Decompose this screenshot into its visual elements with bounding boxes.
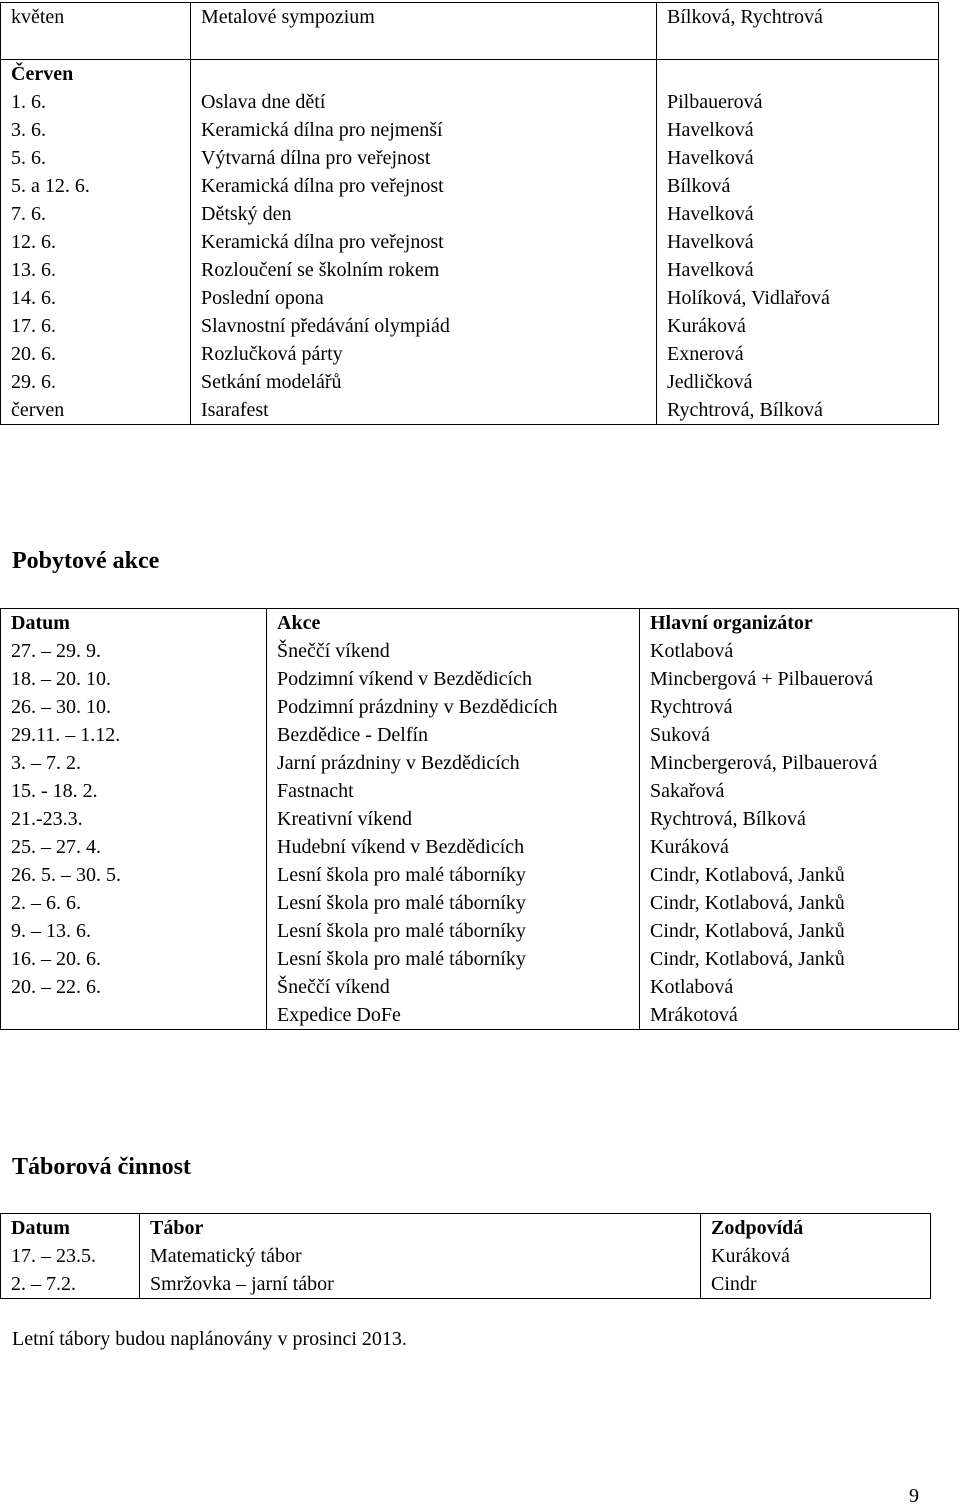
residential-events-table <box>0 608 959 1030</box>
table-row <box>1 1270 931 1299</box>
organizer-cell: Jedličková <box>657 368 939 396</box>
table-row <box>1 1001 959 1030</box>
date-cell: 5. a 12. 6. <box>1 172 191 200</box>
section-heading-residential: Pobytové akce <box>12 548 160 574</box>
table-row <box>1 3 939 32</box>
responsible-cell: Cindr <box>701 1270 931 1299</box>
event-cell: Keramická dílna pro veřejnost <box>191 172 657 200</box>
date-cell: 29. 6. <box>1 368 191 396</box>
event-cell: Metalové sympozium <box>191 3 657 32</box>
organizer-cell: Kuráková <box>657 312 939 340</box>
month-label: Červen <box>1 60 191 89</box>
table-row <box>1 833 959 861</box>
event-cell: Hudební víkend v Bezdědicích <box>267 833 640 861</box>
event-cell: Lesní škola pro malé táborníky <box>267 917 640 945</box>
organizer-cell: Rychtrová, Bílková <box>657 396 939 425</box>
table-row <box>1 368 939 396</box>
header-event: Akce <box>267 609 640 638</box>
event-cell: Expedice DoFe <box>267 1001 640 1030</box>
table-row <box>1 861 959 889</box>
table-row <box>1 665 959 693</box>
table-row <box>1 200 939 228</box>
table-row <box>1 721 959 749</box>
organizer-cell: Holíková, Vidlařová <box>657 284 939 312</box>
organizer-cell: Kotlabová <box>640 637 959 665</box>
header-camp: Tábor <box>140 1214 701 1243</box>
organizer-cell: Kuráková <box>640 833 959 861</box>
organizer-cell: Havelková <box>657 144 939 172</box>
date-cell: 14. 6. <box>1 284 191 312</box>
table-row <box>1 777 959 805</box>
organizer-cell: Havelková <box>657 200 939 228</box>
event-cell: Šneččí víkend <box>267 973 640 1001</box>
camp-cell: Matematický tábor <box>140 1242 701 1270</box>
table-row <box>1 228 939 256</box>
summer-camps-note: Letní tábory budou naplánovány v prosinci 2013. <box>12 1328 407 1350</box>
table-row <box>1 749 959 777</box>
date-cell: 16. – 20. 6. <box>1 945 267 973</box>
organizer-cell: Bílková <box>657 172 939 200</box>
organizer-cell: Cindr, Kotlabová, Janků <box>640 917 959 945</box>
event-cell: Podzimní víkend v Bezdědicích <box>267 665 640 693</box>
table-row <box>1 88 939 116</box>
header-date: Datum <box>1 609 267 638</box>
organizer-cell: Havelková <box>657 228 939 256</box>
table-row <box>1 312 939 340</box>
event-cell: Oslava dne dětí <box>191 88 657 116</box>
organizer-cell: Bílková, Rychtrová <box>657 3 939 32</box>
event-cell: Isarafest <box>191 396 657 425</box>
organizer-cell: Havelková <box>657 116 939 144</box>
event-cell: Rozloučení se školním rokem <box>191 256 657 284</box>
organizer-cell: Cindr, Kotlabová, Janků <box>640 889 959 917</box>
organizer-cell: Rychtrová, Bílková <box>640 805 959 833</box>
date-cell: 15. - 18. 2. <box>1 777 267 805</box>
header-date: Datum <box>1 1214 140 1243</box>
organizer-cell: Mincbergová + Pilbauerová <box>640 665 959 693</box>
date-cell <box>1 1001 267 1030</box>
event-cell: Bezdědice - Delfín <box>267 721 640 749</box>
organizer-cell: Kotlabová <box>640 973 959 1001</box>
table-header-row <box>1 1214 931 1243</box>
event-cell: Dětský den <box>191 200 657 228</box>
event-cell: Šneččí víkend <box>267 637 640 665</box>
event-cell: Fastnacht <box>267 777 640 805</box>
date-cell: 25. – 27. 4. <box>1 833 267 861</box>
organizer-cell: Mrákotová <box>640 1001 959 1030</box>
date-cell: 20. – 22. 6. <box>1 973 267 1001</box>
date-cell: 17. 6. <box>1 312 191 340</box>
date-cell: 3. – 7. 2. <box>1 749 267 777</box>
event-cell: Poslední opona <box>191 284 657 312</box>
date-cell: 12. 6. <box>1 228 191 256</box>
date-cell: 17. – 23.5. <box>1 1242 140 1270</box>
table-row <box>1 144 939 172</box>
date-cell: 2. – 6. 6. <box>1 889 267 917</box>
date-cell: 3. 6. <box>1 116 191 144</box>
table-row <box>1 396 939 425</box>
table-row <box>1 917 959 945</box>
event-cell: Slavnostní předávání olympiád <box>191 312 657 340</box>
header-organizer: Hlavní organizátor <box>640 609 959 638</box>
event-cell: Lesní škola pro malé táborníky <box>267 889 640 917</box>
organizer-cell: Sakařová <box>640 777 959 805</box>
header-responsible: Zodpovídá <box>701 1214 931 1243</box>
table-row <box>1 116 939 144</box>
date-cell: červen <box>1 396 191 425</box>
organizer-cell: Pilbauerová <box>657 88 939 116</box>
date-cell: 26. – 30. 10. <box>1 693 267 721</box>
page-number: 9 <box>909 1485 919 1507</box>
event-cell: Jarní prázdniny v Bezdědicích <box>267 749 640 777</box>
section-heading-camps: Táborová činnost <box>12 1154 191 1180</box>
table-row <box>1 31 939 60</box>
date-cell: 20. 6. <box>1 340 191 368</box>
date-cell: 18. – 20. 10. <box>1 665 267 693</box>
date-cell: 13. 6. <box>1 256 191 284</box>
table-row <box>1 60 939 89</box>
table-row <box>1 172 939 200</box>
organizer-cell: Rychtrová <box>640 693 959 721</box>
table-row <box>1 340 939 368</box>
table-row <box>1 284 939 312</box>
organizer-cell: Exnerová <box>657 340 939 368</box>
date-cell: 7. 6. <box>1 200 191 228</box>
responsible-cell: Kuráková <box>701 1242 931 1270</box>
date-cell: květen <box>1 3 191 32</box>
organizer-cell: Mincbergerová, Pilbauerová <box>640 749 959 777</box>
event-cell: Podzimní prázdniny v Bezdědicích <box>267 693 640 721</box>
event-cell: Keramická dílna pro veřejnost <box>191 228 657 256</box>
date-cell: 1. 6. <box>1 88 191 116</box>
event-cell: Kreativní víkend <box>267 805 640 833</box>
event-cell: Lesní škola pro malé táborníky <box>267 945 640 973</box>
organizer-cell: Havelková <box>657 256 939 284</box>
camps-table <box>0 1213 931 1299</box>
date-cell: 5. 6. <box>1 144 191 172</box>
event-cell: Výtvarná dílna pro veřejnost <box>191 144 657 172</box>
june-events-table <box>0 2 939 425</box>
organizer-cell: Cindr, Kotlabová, Janků <box>640 945 959 973</box>
event-cell: Keramická dílna pro nejmenší <box>191 116 657 144</box>
table-row <box>1 1242 931 1270</box>
table-row <box>1 693 959 721</box>
date-cell: 9. – 13. 6. <box>1 917 267 945</box>
event-cell: Rozlučková párty <box>191 340 657 368</box>
table-row <box>1 637 959 665</box>
date-cell: 2. – 7.2. <box>1 1270 140 1299</box>
table-row <box>1 973 959 1001</box>
organizer-cell: Suková <box>640 721 959 749</box>
organizer-cell: Cindr, Kotlabová, Janků <box>640 861 959 889</box>
date-cell: 26. 5. – 30. 5. <box>1 861 267 889</box>
table-row <box>1 805 959 833</box>
table-row <box>1 256 939 284</box>
camp-cell: Smržovka – jarní tábor <box>140 1270 701 1299</box>
date-cell: 27. – 29. 9. <box>1 637 267 665</box>
table-row <box>1 945 959 973</box>
table-row <box>1 889 959 917</box>
event-cell: Setkání modelářů <box>191 368 657 396</box>
event-cell: Lesní škola pro malé táborníky <box>267 861 640 889</box>
table-header-row <box>1 609 959 638</box>
date-cell: 29.11. – 1.12. <box>1 721 267 749</box>
date-cell: 21.-23.3. <box>1 805 267 833</box>
